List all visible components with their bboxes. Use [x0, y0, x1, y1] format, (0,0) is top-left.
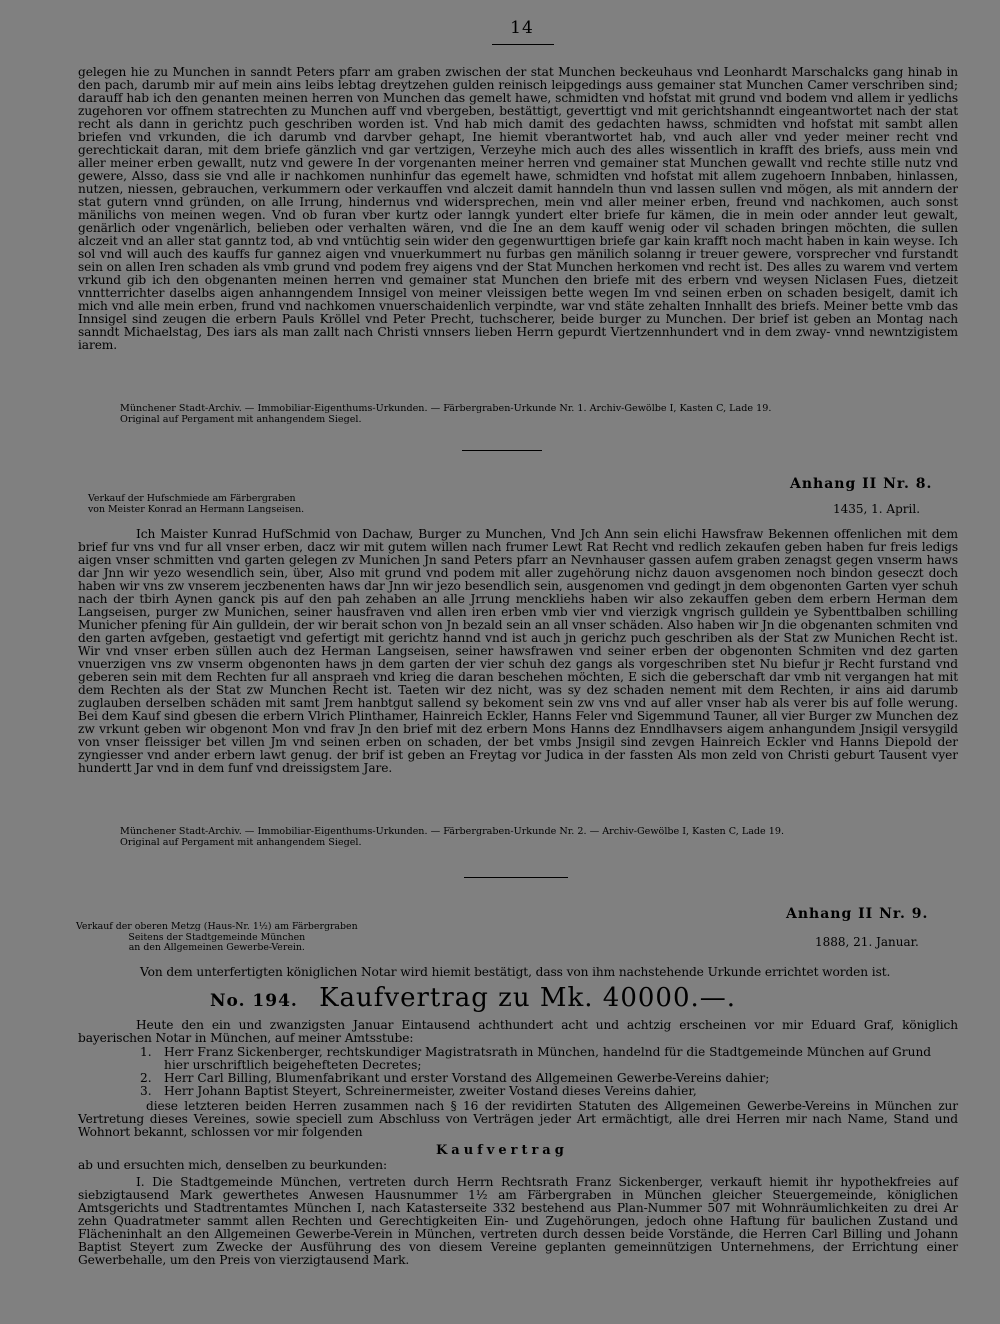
- doc3-list-item: 2. Herr Carl Billing, Blumenfabrikant und erster Vorstand des Allgemeinen Gewerbe-Vereins dahier;: [140, 1071, 770, 1085]
- page-number: 14: [510, 18, 534, 38]
- doc2-source-line1: Münchener Stadt-Archiv. — Immobiliar-Eigenthums-Urkunden. — Färbergraben-Urkunde Nr. 2. — Archiv-Gewölbe I, Kasten C, Lade 19.: [120, 826, 785, 837]
- doc2-heading-line1: Verkauf der Hufschmiede am Färbergraben: [88, 493, 296, 504]
- page-number-rule: [492, 44, 554, 45]
- doc3-title-number: No. 194.: [210, 991, 298, 1011]
- doc1-source-line2: Original auf Pergament mit anhangendem Siegel.: [120, 413, 362, 425]
- doc3-heading-line1: Verkauf der oberen Metzg (Haus-Nr. 1½) am Färbergraben: [76, 921, 358, 932]
- separator-rule: [462, 450, 542, 451]
- doc2-heading: [88, 494, 304, 515]
- doc3-notary-line: Von dem unterfertigten königlichen Notar wird hiemit bestätigt, dass von ihm nachstehende Urkunde errichtet worden ist.: [140, 965, 891, 979]
- doc3-heading: [76, 922, 358, 954]
- doc1-source: [120, 404, 880, 425]
- doc3-section-1: I. Die Stadtgemeinde München, vertreten durch Herrn Rechtsrath Franz Sickenberger, verkauft hiemit ihr hypothekfreies auf siebzigtausend Mark gewerthetes Anwesen Hausnummer 1½ am Färbergraben in München gleicher Steuergemeinde, königlichen Amtsgerichts und Stadtrentamtes München I, nach Katasterseite 332 bestehend aus Plan-Nummer 507 mit Wohnräumlichkeiten zu drei Ar zehn Quadratmeter sammt allen Rechten und Gerechtigkeiten Ein- und Zugehörungen, jedoch ohne Haftung für baulichen Zustand und Flächeninhalt an den Allgemeinen Gewerbe-Verein in München, vertreten durch dessen beide Vorstände, die Herren Carl Billing und Johann Baptist Steyert zum Zwecke der Ausführung des von diesem Vereine geplanten gemeinnützigen Unternehmens, der Errichtung einer Gewerbehalle, um den Preis von vierzigtausend Mark.: [78, 1175, 958, 1267]
- doc3-date: 1888, 21. Januar.: [815, 935, 919, 949]
- separator-rule: [464, 877, 568, 878]
- doc3-after-list: diese letzteren beiden Herren zusammen nach § 16 der revidirten Statuten des Allgemeinen Gewerbe-Vereins in München zur Vertretung dieses Vereines, sowie speciell zum Abschluss von Verträgen jeder Art ermächtigt, alle drei Herren mir nach Name, Stand und Wohnort bekannt, schlossen vor mir folgenden: [78, 1099, 958, 1139]
- doc3-title-text: Kaufvertrag zu Mk. 40000.—.: [319, 983, 737, 1013]
- doc3-heading-line3: an den Allgemeinen Gewerbe-Verein.: [128, 942, 305, 953]
- doc2-body-text: Ich Maister Kunrad HufSchmid von Dachaw, Burger zu Munchen, Vnd Jch Ann sein elichi Hawsfraw Bekennen offenlichen mit dem brief fur vns vnd fur all vnser erben, dacz wir mit gutem willen nach frumer Lewt Rat Recht vnd redlich zekaufen geben haben fur freis ledigs aigen vnser schmitten vnd garten gelegen zv Munichen Jn sand Peters pfarr an Nevnhauser gassen aufem graben zenagst gegen vnserm haws dar Jnn wir yezo wesendlich sein, über, Also mit grund vnd podem mit aller zugehörung nichz dauon avsgenomen noch bindon geseczt doch haben wir vns zw vnserem jeczbenenten haws dar Jnn wir jezo besendlich sein, ausgenomen vnd gedingt jn dem obgenonten Garten vyer schuh nach der tbirh Aynen ganck pis auf den pah zehaben an alle Jrrung menckliehs haben wir also zekauffen geben dem erbern Herman dem Langseisen, purger zw Munichen, seiner hausfraven vnd allen iren erben vmb vier vnd vierzigk vngrisch gulldein ye Sybenttbalben schilling Municher pfening für Ain gulldein, der wir berait schon von Jn bezald sein an all vnser schäden. Also haben wir Jn die obgenanten schmiten vnd den garten avfgeben, gestaetigt vnd gefertigt mit gerichtz hannd vnd ist auch jn gerichz puch geschriben als der Stat zw Munichen Recht ist. Wir vnd vnser erben süllen auch dez Herman Langseisen, seiner hawsfrawen vnd seiner erben der obgenonten Schmiten vnd dez garten vnuerzigen vns zw vnserm obgenonten haws jn dem garten der vier schuh dez gangs als vorgeschriben stet Nu biefur jr Recht furstand vnd geberen sein mit dem Rechten fur all anspraeh vnd krieg die daran beschehen möchten, E sich die geberschaft dar vmb nit vergangen hat mit dem Rechten als der Stat zw Munchen Recht ist. Taeten wir dez nicht, was sy dez schaden nement mit dem Rechten, ir ains aid darumb zuglauben derselben schäden mit samt Jrem hanbtgut sallend sy bekoment sein zw vns vnd auf aller vnser hab als verer bis auf folle werung. Bei dem Kauf sind gbesen die erbern Vlrich Plinthamer, Hainreich Eckler, Hanns Feler vnd Sigemmund Tauner, all vier Burger zw Munchen dez zw vrkunt geben wir obgenont Mon vnd frav Jn den brief mit dez erbern Mons Hanns dez Enndlhavsers aigem anhangundem Jnsigil versygild von vnser fleissiger bet villen Jm vnd seinen erben on schaden, der bet vmbs Jnsigil sind zevgen Hainreich Eckler vnd Hanns Diepold der zyngiesser vnd ander erbern lawt genug. der brif ist geben an Freytag vor Judica in der fassten Als mon zeld von Christi geburt Tausent vyer hundertt Jar vnd in dem funf vnd dreissigstem Jare.: [78, 528, 958, 775]
- doc3-list-item: 3. Herr Johann Baptist Steyert, Schreinermeister, zweiter Vostand dieses Vereins dahier,: [140, 1084, 697, 1098]
- doc2-anhang: Anhang II Nr. 8.: [790, 476, 933, 492]
- doc3-heading-line2: Seitens der Stadtgemeinde München: [128, 931, 306, 943]
- doc2-date: 1435, 1. April.: [833, 502, 921, 516]
- doc3-anhang: Anhang II Nr. 9.: [786, 906, 929, 922]
- doc3-list-item: 1. Herr Franz Sickenberger, rechtskundiger Magistratsrath in München, handelnd für die Stadtgemeinde München auf Grund: [140, 1045, 932, 1059]
- doc3-intro: Heute den ein und zwanzigsten Januar Eintausend achthundert acht und achtzig erscheinen vor mir Eduard Graf, königlich bayerischen Notar in München, auf meiner Amtsstube:: [78, 1018, 958, 1045]
- doc1-body-text: gelegen hie zu Munchen in sanndt Peters pfarr am graben zwischen der stat Munchen beckeuhaus vnd Leonhardt Marschalcks gang hinab in den pach, darumb mir auf mein ains leibs lebtag dreytzehen gulden reinisch leipgedings auss gemainer stat Munchen Camer verschriben sind; darauff hab ich den genanten meinen herren von Munchen das gemelt hawe, schmidten vnd hofstat mit grund vnd bodem vnd allem ir yedlichs zugehoren vor offnem statrechten zu Munchen auff vnd vbergeben, bestättigt, geverttigt vnd mit gerichtshanndt eingeantwortet nach der stat recht als dann in gerichtz puch geschriben worden ist. Vnd hab mich damit des gedachten hawss, schmidten vnd hofstat mit sambt allen briefen vnd vrkunden, die ich darumb vnd darvber gehapt, Ine hiemit vberantwortet hab, vnd auch aller vnd yeder meiner recht vnd gerechtickait daran, mit dem briefe gänzlich vnd gar vertzigen, Verzeyhe mich auch des alles wissentlich in krafft des briefs, auss mein vnd aller meiner erben gewallt, nutz vnd gewere In der vorgenanten meiner herren vnd gemainer stat Munchen gewallt vnd rechte stille nutz vnd gewere, Alsso, dass sie vnd alle ir nachkomen nunhinfur das egemelt hawe, schmidten vnd hofstat mit allem zugehoern Innbaben, hinlassen, nutzen, niessen, gebrauchen, verkummern oder verkauffen vnd alczeit damit hanndeln thun vnd lassen sullen vnd mögen, als mit anndern der stat gutern vnnd gründen, on alle Irrung, hindernus vnd widersprechen, mein vnd aller meiner erben, freund vnd nachkomen, auch sonst mänilichs von meinen wegen. Vnd ob furan vber kurtz oder lanngk yundert elter briefe fur kämen, die in mein oder annder leut gewalt, genärlich oder vngenärlich, belieben oder verhalten wären, vnd die Ine an dem kauff wenig oder vil schaden bringen möchten, die sullen alczeit vnd an aller stat ganntz tod, ab vnd vntüchtig sein wider den gegenwurttigen briefe gar kain krafft noch macht haben in kain weyse. Ich sol vnd will auch des kauffs fur gannez aigen vnd vnuerkummert nu furbas gen mänilich solanng ir treuer gewere, vorsprecher vnd furstandt sein on allen Iren schaden als vmb grund vnd podem frey aigens vnd der Stat Munchen herkomen vnd recht ist. Des alles zu warem vnd vertem vrkund gib ich den obgenanten meinen herren vnd gemainer stat Munchen den briefe mit des erbern vnd weysen Niclasen Fues, dietzeit vnntterrichter daselbs aigen anhanngendem Innsigel von meiner vleissigen bette wegen Im vnd seinen erben on schaden besigelt, damit ich mich vnd alle mein erben, frund vnd nachkomen vnuerschaidenlich verpindte, war vnd stäte zehalten Innhallt des briefs. Meiner bette vmb das Innsigel sind zeugen die erbern Pauls Kröllel vnd Peter Precht, tuchscherer, beide burger zu Munchen. Der brief ist geben an Montag nach sanndt Michaelstag, Des iars als man zallt nach Christi vnnsers lieben Herrn gepurdt Viertzennhundert vnd in dem zway- vnnd newntzigistem iarem.: [78, 66, 958, 352]
- doc1-source-line1: Münchener Stadt-Archiv. — Immobiliar-Eigenthums-Urkunden. — Färbergraben-Urkunde Nr. 1. Archiv-Gewölbe I, Kasten C, Lade 19.: [120, 403, 772, 414]
- doc3-kaufvertrag-heading: Kaufvertrag: [436, 1143, 568, 1158]
- doc3-after-heading: ab und ersuchten mich, denselben zu beurkunden:: [78, 1158, 387, 1172]
- doc3-title: [210, 983, 736, 1013]
- doc2-heading-line2: von Meister Konrad an Hermann Langseisen.: [88, 503, 305, 515]
- doc2-source-line2: Original auf Pergament mit anhangendem Siegel.: [120, 836, 362, 848]
- doc2-source: [120, 827, 880, 848]
- doc3-list-item: hier urschriftlich beigehefteten Decretes;: [164, 1058, 422, 1072]
